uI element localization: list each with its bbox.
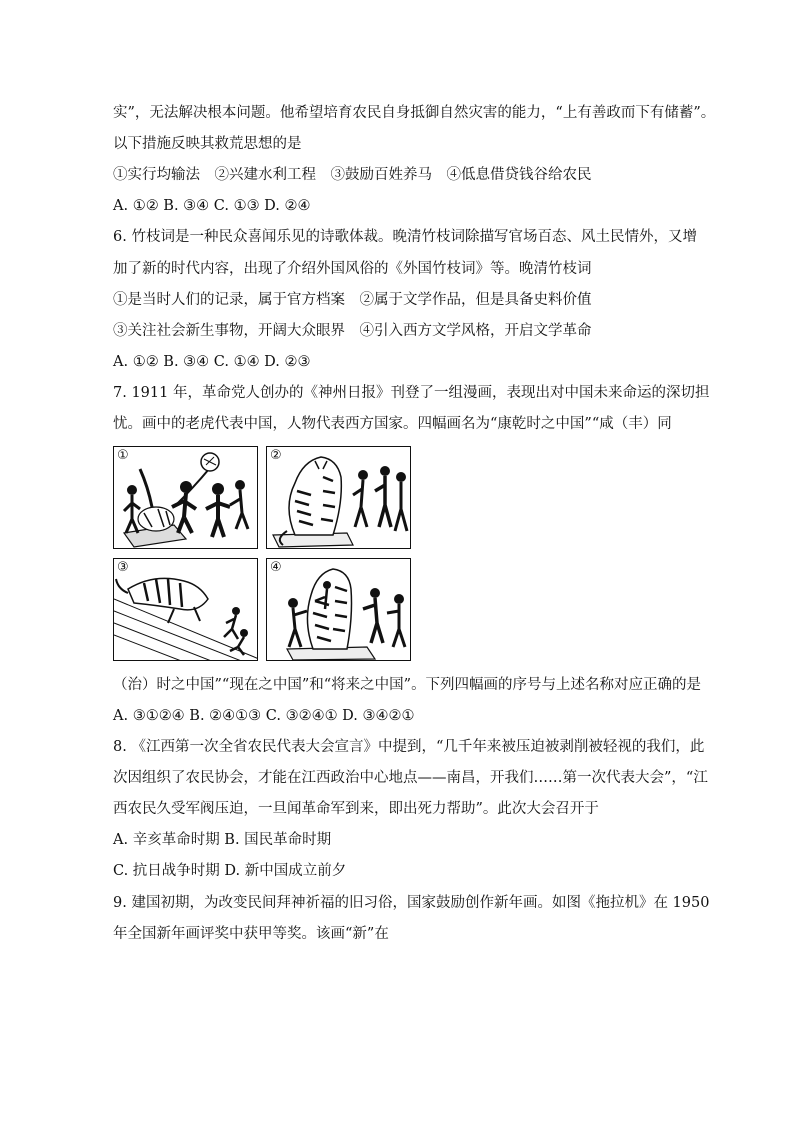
panel-2-number: ② xyxy=(270,448,282,463)
q5-text-line-2: 以下措施反映其救荒思想的是 xyxy=(113,136,302,152)
cartoon-1-illustration xyxy=(114,447,258,549)
cartoon-panel-4 xyxy=(266,558,411,661)
cartoon-3-illustration xyxy=(114,559,258,661)
q8-choices-2: C. 抗日战争时期 D. 新中国成立前夕 xyxy=(113,863,347,879)
panel-1-number: ① xyxy=(117,448,129,463)
q8-text-line-2: 次因组织了农民协会，才能在江西政治中心地点——南昌，开我们……第一次代表大会”，“江 xyxy=(113,770,708,786)
q5-choices: A. ①② B. ③④ C. ①③ D. ②④ xyxy=(113,198,311,214)
q6-text-line-2: 加了新的时代内容，出现了介绍外国风俗的《外国竹枝词》等。晚清竹枝词 xyxy=(113,261,592,277)
cartoon-panel-2 xyxy=(266,446,411,549)
q6-items-1: ①是当时人们的记录，属于官方档案 ②属于文学作品，但是具备史料价值 xyxy=(113,292,592,308)
q7-text-line-3: （治）时之中国”“现在之中国”和“将来之中国”。下列四幅画的序号与上述名称对应正确的是 xyxy=(113,677,702,693)
q5-items: ①实行均输法 ②兴建水利工程 ③鼓励百姓养马 ④低息借贷钱谷给农民 xyxy=(113,167,592,183)
cartoon-4-illustration xyxy=(267,559,411,661)
cartoon-2-illustration xyxy=(267,447,411,549)
cartoon-panel-3 xyxy=(113,558,258,661)
q7-text-line-2: 忧。画中的老虎代表中国，人物代表西方国家。四幅画名为“康乾时之中国”“咸（丰）同 xyxy=(113,416,672,432)
cartoon-panel-1 xyxy=(113,446,258,549)
panel-3-number: ③ xyxy=(117,560,129,575)
q8-text-line-3: 西农民久受军阀压迫，一旦闻革命军到来，即出死力帮助”。此次大会召开于 xyxy=(113,801,599,817)
panel-4-number: ④ xyxy=(270,560,282,575)
q6-text-line-1: 6. 竹枝词是一种民众喜闻乐见的诗歌体裁。晚清竹枝词除描写官场百态、风土民情外，又增 xyxy=(113,229,697,245)
q8-choices-1: A. 辛亥革命时期 B. 国民革命时期 xyxy=(113,832,332,848)
q9-text-line-2: 年全国新年画评奖中获甲等奖。该画“新”在 xyxy=(113,926,389,942)
q8-text-line-1: 8. 《江西第一次全省农民代表大会宣言》中提到，“几千年来被压迫被剥削被轻视的我们，此 xyxy=(113,739,705,755)
q7-text-line-1: 7. 1911 年，革命党人创办的《神州日报》刊登了一组漫画，表现出对中国未来命运的深切担 xyxy=(113,385,710,401)
q6-items-2: ③关注社会新生事物，开阔大众眼界 ④引入西方文学风格，开启文学革命 xyxy=(113,323,592,339)
q7-choices: A. ③①②④ B. ②④①③ C. ③②④① D. ③④②① xyxy=(113,708,415,724)
q9-text-line-1: 9. 建国初期，为改变民间拜神祈福的旧习俗，国家鼓励创作新年画。如图《拖拉机》在 1950 xyxy=(113,895,710,911)
q5-text-line-1: 实”，无法解决根本问题。他希望培育农民自身抵御自然灾害的能力，“上有善政而下有储蓄”。 xyxy=(113,105,716,121)
q6-choices: A. ①② B. ③④ C. ①④ D. ②③ xyxy=(113,354,311,370)
